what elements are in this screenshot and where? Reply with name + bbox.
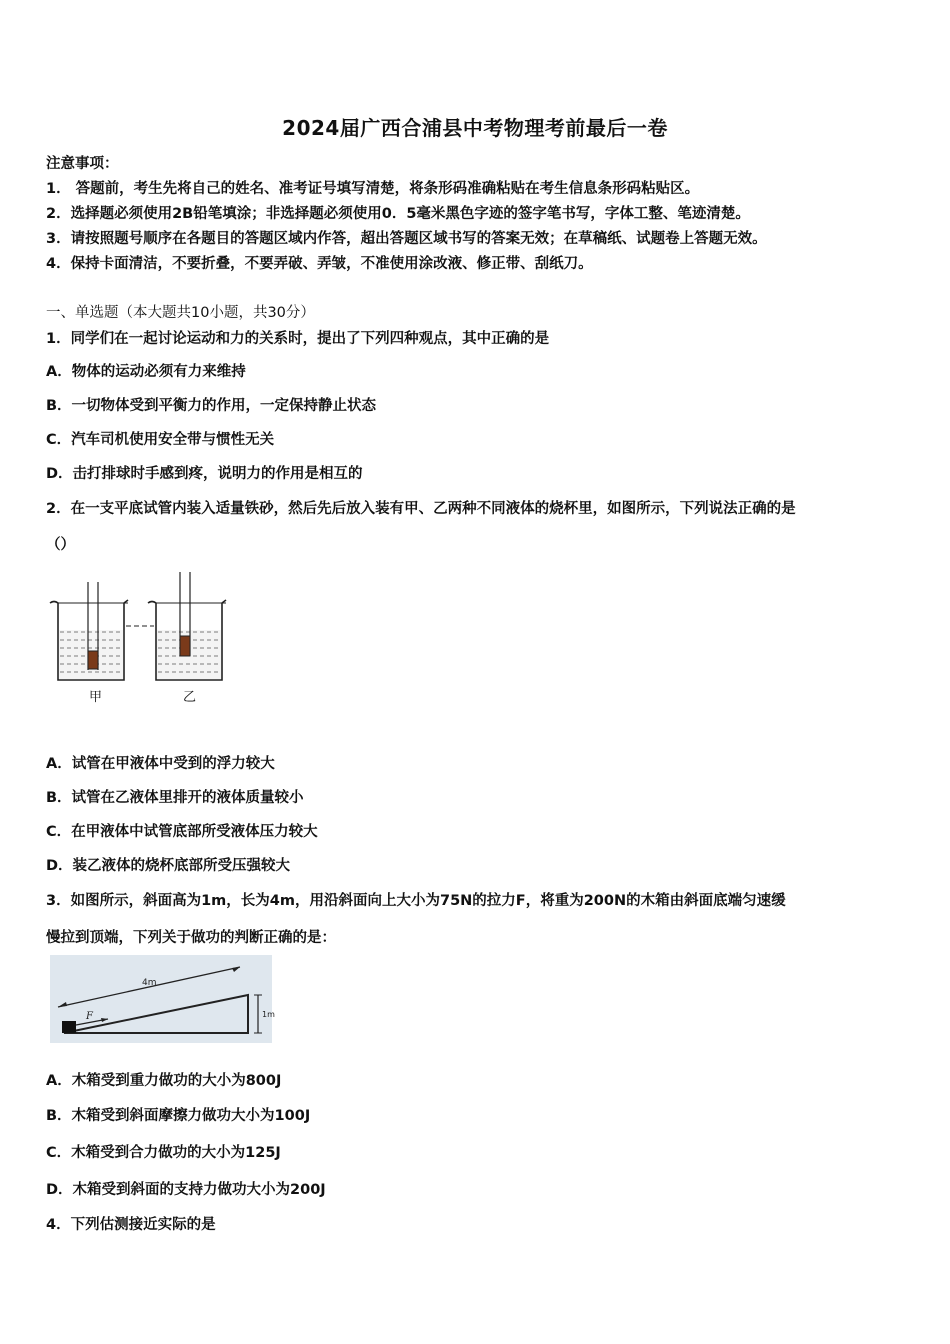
question-3-option-a: A．木箱受到重力做功的大小为800J bbox=[46, 1073, 282, 1089]
note-item: 1． 答题前，考生先将自己的姓名、准考证号填写清楚，将条形码准确粘贴在考生信息条形码粘贴区。 bbox=[46, 181, 700, 197]
beakers-figure bbox=[46, 570, 236, 685]
question-1-option-a: A．物体的运动必须有力来维持 bbox=[46, 364, 246, 380]
question-1-option-c: C．汽车司机使用安全带与惯性无关 bbox=[46, 432, 275, 448]
question-4-stem: 4．下列估测接近实际的是 bbox=[46, 1217, 216, 1233]
question-2-stem-paren: （） bbox=[46, 537, 75, 553]
question-2-option-b: B．试管在乙液体里排开的液体质量较小 bbox=[46, 790, 304, 806]
length-label: 4m bbox=[142, 978, 157, 988]
wooden-box bbox=[62, 1021, 76, 1033]
question-2-option-a: A．试管在甲液体中受到的浮力较大 bbox=[46, 756, 275, 772]
question-1-option-b: B．一切物体受到平衡力的作用，一定保持静止状态 bbox=[46, 398, 377, 414]
beaker-yi bbox=[148, 572, 226, 680]
question-2-stem: 2．在一支平底试管内装入适量铁砂，然后先后放入装有甲、乙两种不同液体的烧杯里，如图所示，下列说法正确的是 bbox=[46, 501, 796, 517]
note-item: 4．保持卡面清洁，不要折叠，不要弄破、弄皱，不准使用涂改液、修正带、刮纸刀。 bbox=[46, 256, 593, 272]
question-3-option-c: C．木箱受到合力做功的大小为125J bbox=[46, 1145, 281, 1161]
force-label: F bbox=[86, 1011, 93, 1022]
note-item: 3．请按照题号顺序在各题目的答题区域内作答，超出答题区域书写的答案无效；在草稿纸、试题卷上答题无效。 bbox=[46, 231, 767, 247]
question-3-stem-cont: 慢拉到顶端，下列关于做功的判断正确的是： bbox=[46, 930, 336, 946]
question-1-option-d: D．击打排球时手感到疼，说明力的作用是相互的 bbox=[46, 466, 363, 482]
incline-figure bbox=[50, 955, 275, 1043]
note-item: 2．选择题必须使用2B铅笔填涂；非选择题必须使用0．5毫米黑色字迹的签字笔书写，字体工整、笔迹清楚。 bbox=[46, 206, 750, 222]
page-title: 2024届广西合浦县中考物理考前最后一卷 bbox=[282, 116, 668, 140]
beaker-jia bbox=[50, 582, 128, 680]
question-3-option-b: B．木箱受到斜面摩擦力做功大小为100J bbox=[46, 1108, 311, 1124]
question-3-stem: 3．如图所示，斜面高为1m，长为4m，用沿斜面向上大小为75N的拉力F，将重为200N的木箱由斜面底端匀速缓 bbox=[46, 893, 786, 909]
question-1-stem: 1．同学们在一起讨论运动和力的关系时，提出了下列四种观点，其中正确的是 bbox=[46, 331, 550, 347]
notes-heading: 注意事项： bbox=[46, 156, 119, 172]
question-3-option-d: D．木箱受到斜面的支持力做功大小为200J bbox=[46, 1182, 326, 1198]
figure-label-yi: 乙 bbox=[183, 690, 197, 705]
figure-label-jia: 甲 bbox=[89, 690, 103, 705]
height-label: 1m bbox=[262, 1010, 275, 1019]
question-2-option-d: D．装乙液体的烧杯底部所受压强较大 bbox=[46, 858, 291, 874]
question-2-option-c: C．在甲液体中试管底部所受液体压力较大 bbox=[46, 824, 318, 840]
section-heading: 一、单选题（本大题共10小题，共30分） bbox=[46, 305, 315, 321]
